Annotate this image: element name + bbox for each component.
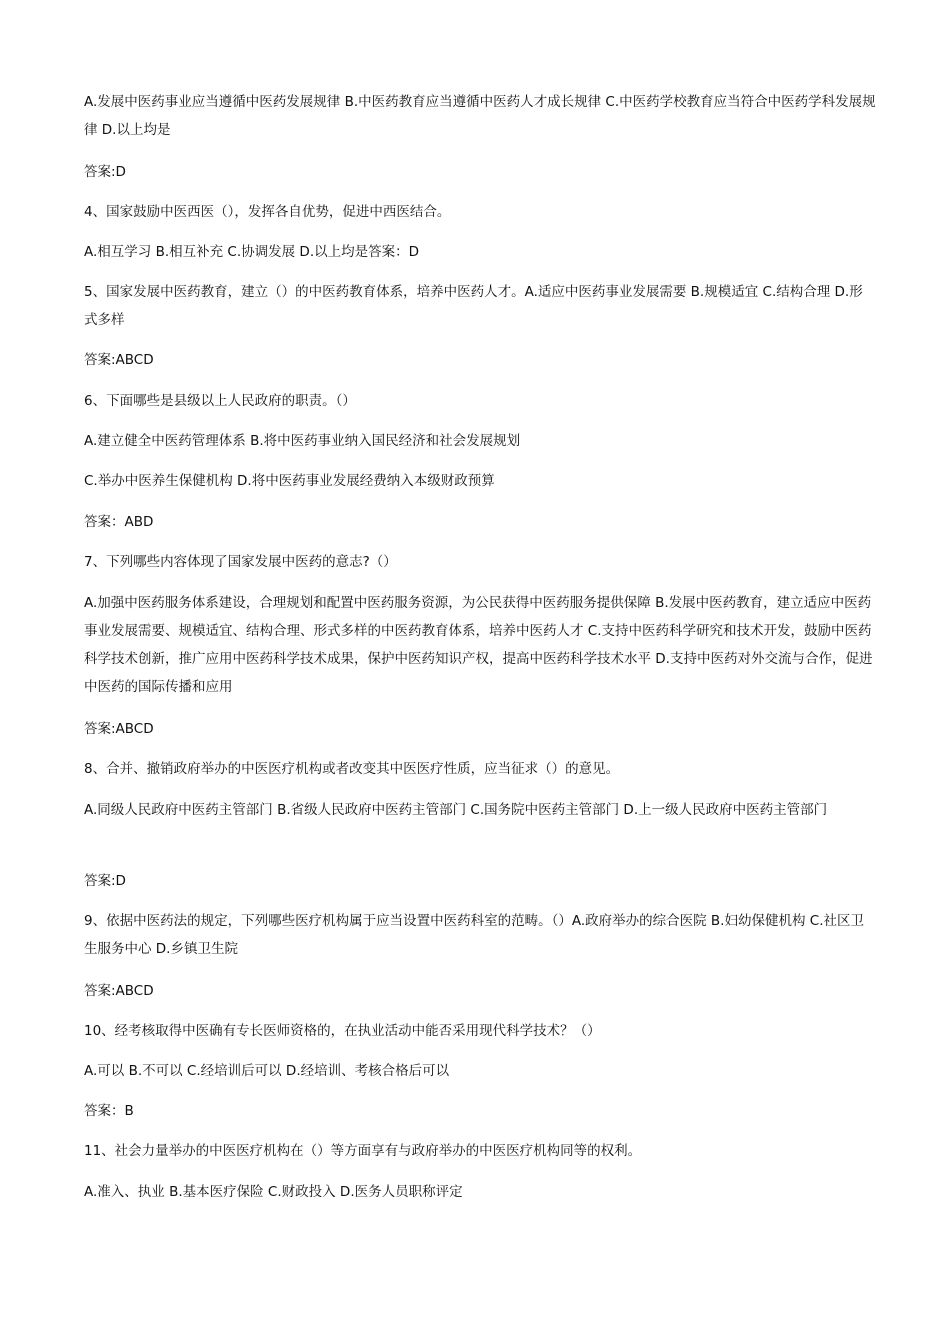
q3-options: A.发展中医药事业应当遵循中医药发展规律 B.中医药教育应当遵循中医药人才成长规律 C.中医药学校教育应当符合中医药学科发展规律 D.以上均是 (84, 94, 876, 138)
q10-question: 10、经考核取得中医确有专长医师资格的，在执业活动中能否采用现代科学技术？（） (84, 1023, 601, 1039)
q8-options: A.同级人民政府中医药主管部门 B.省级人民政府中医药主管部门 C.国务院中医药主管部门 D.上一级人民政府中医药主管部门 (84, 802, 828, 818)
q6-question: 6、下面哪些是县级以上人民政府的职责。（） (84, 393, 356, 409)
q10-options: A.可以 B.不可以 C.经培训后可以 D.经培训、考核合格后可以 (84, 1063, 450, 1079)
q4-question: 4、国家鼓励中医西医（），发挥各自优势，促进中西医结合。 (84, 204, 451, 220)
q10-answer: 答案：B (84, 1103, 134, 1119)
q4-options-answer: A.相互学习 B.相互补充 C.协调发展 D.以上均是答案：D (84, 244, 420, 260)
q6-options-cd: C.举办中医养生保健机构 D.将中医药事业发展经费纳入本级财政预算 (84, 473, 495, 489)
q8-answer: 答案:D (84, 873, 126, 889)
q7-question: 7、下列哪些内容体现了国家发展中医药的意志?（） (84, 554, 397, 570)
q7-options: A.加强中医药服务体系建设，合理规划和配置中医药服务资源，为公民获得中医药服务提供保障 B.发展中医药教育，建立适应中医药事业发展需要、规模适宜、结构合理、形式多样的中医药教育体系，培养中医药人才 C.支持中医药科学研究和技术开发，鼓励中医药科学技术创新，推广应用中医药科学技术成果，保护中医药知识产权，提高中医药科学技术水平 D.支持中医药对外交流与合作，促进中医药的国际传播和应用 (84, 595, 873, 695)
q11-options: A.准入、执业 B.基本医疗保险 C.财政投入 D.医务人员职称评定 (84, 1184, 463, 1200)
q5-answer: 答案:ABCD (84, 352, 154, 368)
q9-question-options: 9、依据中医药法的规定，下列哪些医疗机构属于应当设置中医药科室的范畴。（）A.政府举办的综合医院 B.妇幼保健机构 C.社区卫生服务中心 D.乡镇卫生院 (84, 913, 864, 957)
q6-options-ab: A.建立健全中医药管理体系 B.将中医药事业纳入国民经济和社会发展规划 (84, 433, 521, 449)
q7-answer: 答案:ABCD (84, 721, 154, 737)
q8-question: 8、合并、撤销政府举办的中医医疗机构或者改变其中医医疗性质，应当征求（）的意见。 (84, 761, 620, 777)
q6-answer: 答案：ABD (84, 514, 154, 530)
q5-question-options: 5、国家发展中医药教育，建立（）的中医药教育体系，培养中医药人才。A.适应中医药事业发展需要 B.规模适宜 C.结构合理 D.形式多样 (84, 284, 863, 328)
q9-answer: 答案:ABCD (84, 983, 154, 999)
q3-answer: 答案:D (84, 164, 126, 180)
q11-question: 11、社会力量举办的中医医疗机构在（）等方面享有与政府举办的中医医疗机构同等的权利。 (84, 1143, 642, 1159)
